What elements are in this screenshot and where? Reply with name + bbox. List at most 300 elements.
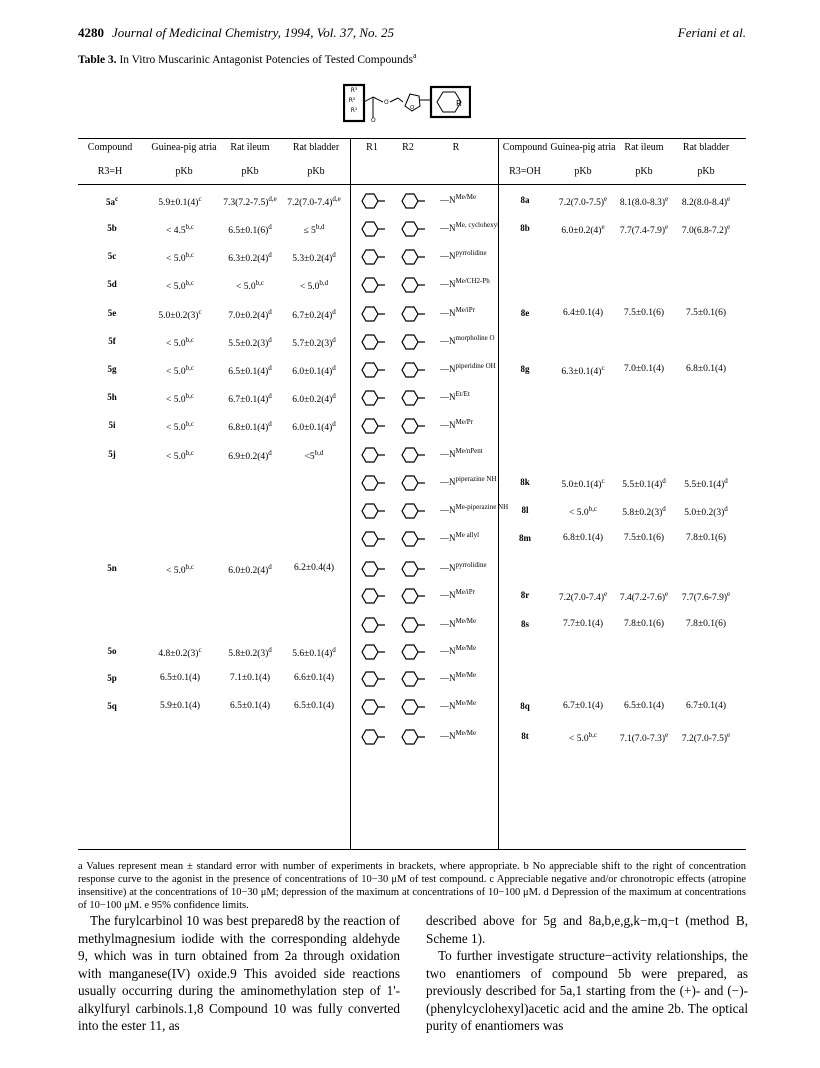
bladder-pkb-note: b,d bbox=[319, 279, 329, 287]
atria-pkb-oh-note: b,c bbox=[588, 505, 597, 513]
bladder-pkb-note: b,d bbox=[314, 449, 324, 457]
r-group-nitrogen: —N bbox=[440, 477, 456, 487]
r2-ring-icon bbox=[398, 728, 426, 746]
atria-pkb-note: c bbox=[198, 646, 202, 654]
ileum-pkb-note: d bbox=[268, 336, 272, 344]
bladder-pkb: < $5.0^{b,d}$ bbox=[299, 279, 329, 293]
r-group-nitrogen: —N bbox=[440, 251, 456, 261]
table-divider-right bbox=[498, 138, 499, 850]
r1-ring-icon bbox=[358, 417, 386, 435]
r2-ring-icon bbox=[398, 643, 426, 661]
r-group-nitrogen: —N bbox=[440, 364, 456, 374]
r-group-nitrogen: —N bbox=[440, 563, 456, 573]
r-group-substituents: pyrrolidine bbox=[455, 561, 487, 569]
svg-text:R²: R² bbox=[348, 97, 356, 104]
r-group-nitrogen: —N bbox=[440, 619, 456, 629]
r-group-amine bbox=[440, 531, 479, 543]
bladder-pkb-oh: 6.8±0.1(4) bbox=[685, 364, 727, 374]
bladder-pkb: $5.7\pm 0.2(3)^d$ bbox=[292, 336, 336, 350]
ileum-pkb: $7.3(7.2-7.5)^{d,e}$ bbox=[223, 195, 277, 209]
bladder-pkb-note: d bbox=[332, 336, 336, 344]
column-subheader-pkb1: pKb bbox=[175, 166, 193, 177]
r1-ring-icon bbox=[358, 192, 386, 210]
compound-id: 5d bbox=[107, 279, 117, 289]
r-group-amine bbox=[440, 306, 475, 318]
table-divider-left bbox=[350, 138, 351, 850]
table-top-rule bbox=[78, 138, 746, 139]
bladder-pkb: $6.0\pm 0.1(4)^d$ bbox=[292, 364, 336, 378]
r-group-substituents: Et/Et bbox=[455, 390, 470, 398]
atria-pkb-note: b,c bbox=[185, 449, 194, 457]
bladder-pkb-note: d bbox=[332, 251, 336, 259]
compound-id: 5n bbox=[107, 563, 117, 573]
r-group-nitrogen: —N bbox=[440, 223, 456, 233]
bladder-pkb-note: d bbox=[332, 308, 336, 316]
ileum-pkb: $6.7\pm 0.1(4)^d$ bbox=[228, 392, 272, 406]
ileum-pkb-oh: 7.5±0.1(6) bbox=[623, 533, 665, 543]
ileum-pkb-oh: 6.5±0.1(4) bbox=[623, 701, 665, 711]
r-group-amine bbox=[440, 644, 476, 656]
r-group-nitrogen: —N bbox=[440, 420, 456, 430]
r-group-nitrogen: —N bbox=[440, 590, 456, 600]
r-group-amine bbox=[440, 588, 475, 600]
r2-ring-icon bbox=[398, 474, 426, 492]
column-header-r2: R2 bbox=[402, 142, 414, 153]
column-subheader-pkb6: pKb bbox=[697, 166, 715, 177]
r-group-nitrogen: —N bbox=[440, 195, 456, 205]
r-group-nitrogen: —N bbox=[440, 308, 456, 318]
r1-ring-icon bbox=[358, 670, 386, 688]
r-group-substituents: pyrrolidine bbox=[455, 249, 487, 257]
bladder-pkb-oh-note: e bbox=[727, 223, 731, 231]
compound-id: 5p bbox=[107, 673, 117, 683]
column-subheader-pkb3: pKb bbox=[307, 166, 325, 177]
r-group-nitrogen: —N bbox=[440, 701, 456, 711]
ileum-pkb-note: d bbox=[268, 392, 272, 400]
r1-ring-icon bbox=[358, 248, 386, 266]
ileum-pkb-oh-note: d bbox=[662, 505, 666, 513]
r-group-nitrogen: —N bbox=[440, 336, 456, 346]
atria-pkb-oh: $5.0\pm 0.1(4)^c$ bbox=[561, 477, 605, 491]
r2-ring-icon bbox=[398, 560, 426, 578]
running-header bbox=[78, 25, 394, 41]
compound-id: 5f bbox=[108, 336, 116, 346]
column-header-bladder: Rat bladder bbox=[292, 142, 340, 153]
r-group-amine bbox=[440, 390, 470, 402]
r-group-amine bbox=[440, 249, 487, 261]
r1-ring-icon bbox=[358, 502, 386, 520]
atria-pkb: < $5.0^{b,c}$ bbox=[166, 449, 194, 463]
r-group-substituents: Me/Me bbox=[455, 699, 477, 707]
compound-id-oh: 8k bbox=[520, 477, 530, 487]
r2-ring-icon bbox=[398, 446, 426, 464]
ileum-pkb-oh: 7.8±0.1(6) bbox=[623, 619, 665, 629]
general-structure-diagram bbox=[343, 82, 471, 124]
ileum-pkb-note: d bbox=[268, 449, 272, 457]
r-group-substituents: Me-piperazine NH bbox=[455, 503, 509, 511]
svg-text:R: R bbox=[456, 99, 462, 108]
ileum-pkb-oh: $7.7(7.4-7.9)^e$ bbox=[619, 223, 669, 237]
ileum-pkb-oh-note: e bbox=[665, 590, 669, 598]
column-header-atria: Guinea-pig atria bbox=[151, 142, 217, 153]
ileum-pkb: 7.1±0.1(4) bbox=[229, 673, 271, 683]
r-group-amine bbox=[440, 699, 476, 711]
r-group-amine bbox=[440, 617, 476, 629]
r-group-amine bbox=[440, 671, 476, 683]
compound-id-oh: 8r bbox=[520, 590, 530, 600]
r-group-substituents: Me/Me bbox=[455, 671, 477, 679]
r-group-substituents: piperazine NH bbox=[455, 475, 497, 483]
r2-ring-icon bbox=[398, 192, 426, 210]
r-group-substituents: Me allyl bbox=[455, 531, 480, 539]
atria-pkb-note: b,c bbox=[185, 251, 194, 259]
r1-ring-icon bbox=[358, 389, 386, 407]
atria-pkb-oh-note: e bbox=[604, 590, 608, 598]
atria-pkb-oh: $6.3\pm 0.1(4)^c$ bbox=[561, 364, 605, 378]
ileum-pkb-note: b,c bbox=[255, 279, 264, 287]
compound-id: 5h bbox=[107, 392, 117, 402]
r-group-substituents: Me/iPr bbox=[455, 306, 475, 314]
compound-id-note: c bbox=[114, 195, 119, 203]
r-group-substituents: Me/CH2-Ph bbox=[455, 277, 490, 285]
bladder-pkb-oh: 7.5±0.1(6) bbox=[685, 308, 727, 318]
atria-pkb: < $5.0^{b,c}$ bbox=[166, 279, 194, 293]
ileum-pkb-note: d bbox=[268, 420, 272, 428]
r-group-amine bbox=[440, 503, 508, 515]
ileum-pkb-oh-note: d bbox=[662, 477, 666, 485]
ileum-pkb-note: d bbox=[268, 308, 272, 316]
r-group-substituents: Me/iPr bbox=[455, 588, 475, 596]
ileum-pkb-note: d bbox=[268, 364, 272, 372]
bladder-pkb-note: d bbox=[332, 392, 336, 400]
r-group-amine bbox=[440, 193, 476, 205]
ileum-pkb-oh-note: e bbox=[665, 731, 669, 739]
bladder-pkb-oh-note: d bbox=[724, 477, 728, 485]
compound-id-oh: 8q bbox=[520, 701, 530, 711]
atria-pkb-oh: $7.2(7.0-7.4)^e$ bbox=[558, 590, 608, 604]
r2-ring-icon bbox=[398, 616, 426, 634]
r-group-nitrogen: —N bbox=[440, 449, 456, 459]
ileum-pkb: $6.3\pm 0.2(4)^d$ bbox=[228, 251, 272, 265]
atria-pkb-oh-note: e bbox=[604, 195, 608, 203]
body-paragraph: To further investigate structure−activity relationships, the two enantiomers of compound 5b were prepared, as previously described for 5a,1 starting from the (+)- and (−)-(phenylcyclohexyl)acetic acid and the amine 2b. The optical purity of enantiomers was bbox=[426, 948, 748, 1033]
r1-ring-icon bbox=[358, 560, 386, 578]
column-header-ileum: Rat ileum bbox=[230, 142, 270, 153]
r-group-amine bbox=[440, 418, 473, 430]
bladder-pkb: $6.0\pm 0.1(4)^d$ bbox=[292, 420, 336, 434]
compound-id: 5e bbox=[107, 308, 117, 318]
r2-ring-icon bbox=[398, 276, 426, 294]
r-group-nitrogen: —N bbox=[440, 731, 456, 741]
atria-pkb-note: b,c bbox=[185, 563, 194, 571]
ileum-pkb-note: d bbox=[268, 251, 272, 259]
ileum-pkb-oh: $7.4(7.2-7.6)^e$ bbox=[619, 590, 669, 604]
table-caption bbox=[78, 51, 417, 66]
atria-pkb: < $5.0^{b,c}$ bbox=[166, 392, 194, 406]
r-group-amine bbox=[440, 362, 496, 374]
r-group-amine bbox=[440, 334, 495, 346]
r2-ring-icon bbox=[398, 361, 426, 379]
atria-pkb: < $5.0^{b,c}$ bbox=[166, 364, 194, 378]
atria-pkb-oh-note: c bbox=[601, 477, 605, 485]
bladder-pkb-note: d bbox=[332, 646, 336, 654]
atria-pkb: < $5.0^{b,c}$ bbox=[166, 563, 194, 577]
ileum-pkb: $7.0\pm 0.2(4)^d$ bbox=[228, 308, 272, 322]
r-group-amine bbox=[440, 277, 490, 289]
bladder-pkb-oh-note: e bbox=[727, 195, 731, 203]
r1-ring-icon bbox=[358, 643, 386, 661]
r-group-substituents: Me/Me bbox=[455, 644, 477, 652]
compound-id-oh: 8s bbox=[520, 619, 530, 629]
column-subheader-pkb5: pKb bbox=[635, 166, 653, 177]
r-group-nitrogen: —N bbox=[440, 392, 456, 402]
page-number: 4280 bbox=[78, 25, 104, 40]
r-group-amine bbox=[440, 447, 483, 459]
atria-pkb: $5.9\pm 0.1(4)^c$ bbox=[158, 195, 202, 209]
compound-id-oh: 8m bbox=[519, 533, 531, 543]
r1-ring-icon bbox=[358, 698, 386, 716]
ileum-pkb: $6.5\pm 0.1(6)^d$ bbox=[228, 223, 272, 237]
atria-pkb-note: c bbox=[198, 195, 202, 203]
r-group-substituents: Me/Me bbox=[455, 193, 477, 201]
r-group-nitrogen: —N bbox=[440, 646, 456, 656]
ileum-pkb: $5.8\pm 0.2(3)^d$ bbox=[228, 646, 272, 660]
ileum-pkb-oh-note: e bbox=[665, 223, 669, 231]
r-group-substituents: Me/Me bbox=[455, 617, 477, 625]
atria-pkb-note: b,c bbox=[185, 223, 194, 231]
ileum-pkb-oh-note: e bbox=[665, 195, 669, 203]
bladder-pkb-oh-note: d bbox=[724, 505, 728, 513]
ileum-pkb: < $5.0^{b,c}$ bbox=[236, 279, 264, 293]
bladder-pkb-oh: $5.0\pm 0.2(3)^d$ bbox=[684, 505, 728, 519]
r-group-substituents: Me/Pr bbox=[455, 418, 473, 426]
atria-pkb: $4.8\pm 0.2(3)^c$ bbox=[158, 646, 202, 660]
r-group-nitrogen: —N bbox=[440, 505, 456, 515]
ileum-pkb-note: d bbox=[268, 223, 272, 231]
body-text-left-column: The furylcarbinol 10 was best prepared8 by the reaction of methylmagnesium iodide with the corresponding aldehyde 9, which was in turn obtained from 2a through oxidation with manganese(IV) oxide.9 This avoided side reactions usually occurring during the aminomethylation step of 1'-alkylfuryl carbinols.1,8 Compound 10 was fully converted into the ester 11, as bbox=[78, 913, 400, 1033]
table-footnote: a Values represent mean ± standard error with number of experiments in brackets, where appropriate. b No appreciable shift to the right of concentration response curve to the agonist in the presence of concentrations of 10−30 μM of test compound. c Appreciable negative and/or chronotropic effects (atropine insensitive) at the concentrations of 10−30 μM; depression of the maximum at concentrations of 10−100 μM. d Depression of the maximum at concentrations of 10−100 μM. e 95% confidence limits. bbox=[78, 861, 746, 911]
compound-id: 5c bbox=[107, 251, 117, 261]
r2-ring-icon bbox=[398, 305, 426, 323]
bladder-pkb: $6.7\pm 0.2(4)^d$ bbox=[292, 308, 336, 322]
ileum-pkb: 6.5±0.1(4) bbox=[229, 701, 271, 711]
bladder-pkb-oh: $7.7(7.6-7.9)^e$ bbox=[681, 590, 731, 604]
atria-pkb: < $4.5^{b,c}$ bbox=[166, 223, 194, 237]
r2-ring-icon bbox=[398, 220, 426, 238]
compound-id: 5j bbox=[108, 449, 116, 459]
bladder-pkb-note: d bbox=[332, 364, 336, 372]
ileum-pkb-note: d bbox=[268, 563, 272, 571]
atria-pkb-oh: $7.2(7.0-7.5)^e$ bbox=[558, 195, 608, 209]
column-subheader-r3oh: R3=OH bbox=[509, 166, 541, 177]
ileum-pkb-oh: $7.1(7.0-7.3)^e$ bbox=[619, 731, 669, 745]
r1-ring-icon bbox=[358, 305, 386, 323]
r-group-substituents: Me/Me bbox=[455, 729, 477, 737]
bladder-pkb: 6.6±0.1(4) bbox=[293, 673, 335, 683]
ileum-pkb-note: d,e bbox=[268, 195, 277, 203]
compound-id: 5b bbox=[107, 223, 117, 233]
table-title-note: a bbox=[412, 51, 417, 60]
compound-id-oh: 8t bbox=[521, 731, 529, 741]
ileum-pkb-oh: $5.5\pm 0.1(4)^d$ bbox=[622, 477, 666, 491]
bladder-pkb: $6.0\pm 0.2(4)^d$ bbox=[292, 392, 336, 406]
r1-ring-icon bbox=[358, 474, 386, 492]
r1-ring-icon bbox=[358, 530, 386, 548]
ileum-pkb: $6.8\pm 0.1(4)^d$ bbox=[228, 420, 272, 434]
atria-pkb-oh: < $5.0^{b,c}$ bbox=[569, 505, 597, 519]
r2-ring-icon bbox=[398, 417, 426, 435]
compound-id: 5o bbox=[107, 646, 117, 656]
ileum-pkb: $6.5\pm 0.1(4)^d$ bbox=[228, 364, 272, 378]
ileum-pkb: $5.5\pm 0.2(3)^d$ bbox=[228, 336, 272, 350]
ileum-pkb-oh: 7.5±0.1(6) bbox=[623, 308, 665, 318]
r-group-amine bbox=[440, 729, 476, 741]
compound-id-oh: 8l bbox=[521, 505, 529, 515]
bladder-pkb-oh-note: e bbox=[727, 731, 731, 739]
r-group-amine bbox=[440, 561, 487, 573]
bladder-pkb: $5.6\pm 0.1(4)^d$ bbox=[292, 646, 336, 660]
svg-text:O: O bbox=[371, 117, 376, 124]
svg-text:O: O bbox=[410, 105, 415, 111]
r2-ring-icon bbox=[398, 587, 426, 605]
r-group-substituents: piperidine OH bbox=[455, 362, 496, 370]
bladder-pkb-note: b,d bbox=[315, 223, 325, 231]
atria-pkb-note: b,c bbox=[185, 336, 194, 344]
r2-ring-icon bbox=[398, 502, 426, 520]
r1-ring-icon bbox=[358, 276, 386, 294]
bladder-pkb-oh: $7.0(6.8-7.2)^e$ bbox=[681, 223, 731, 237]
atria-pkb-oh-note: b,c bbox=[588, 731, 597, 739]
atria-pkb-oh-note: c bbox=[601, 364, 605, 372]
compound-id: $5a^c$ bbox=[105, 195, 119, 207]
r2-ring-icon bbox=[398, 670, 426, 688]
table-header-rule bbox=[78, 184, 746, 185]
column-subheader-pkb2: pKb bbox=[241, 166, 259, 177]
r-group-substituents: Me/nPent bbox=[455, 447, 483, 455]
atria-pkb-oh: 7.7±0.1(4) bbox=[562, 619, 604, 629]
atria-pkb: < $5.0^{b,c}$ bbox=[166, 336, 194, 350]
bladder-pkb-oh: 6.7±0.1(4) bbox=[685, 701, 727, 711]
ileum-pkb-note: d bbox=[268, 646, 272, 654]
atria-pkb-oh: < $5.0^{b,c}$ bbox=[569, 731, 597, 745]
bladder-pkb-oh: $5.5\pm 0.1(4)^d$ bbox=[684, 477, 728, 491]
bladder-pkb: ≤ $5^{b,d}$ bbox=[303, 223, 325, 237]
atria-pkb: < $5.0^{b,c}$ bbox=[166, 251, 194, 265]
svg-text:O: O bbox=[384, 99, 389, 106]
atria-pkb-note: c bbox=[198, 308, 202, 316]
atria-pkb: 5.9±0.1(4) bbox=[159, 701, 201, 711]
atria-pkb: < $5.0^{b,c}$ bbox=[166, 420, 194, 434]
r-group-substituents: morpholine O bbox=[455, 334, 495, 342]
compound-id: 5i bbox=[108, 420, 116, 430]
ileum-pkb: $6.9\pm 0.2(4)^d$ bbox=[228, 449, 272, 463]
column-header-bladder2: Rat bladder bbox=[682, 142, 730, 153]
r1-ring-icon bbox=[358, 616, 386, 634]
r-group-nitrogen: —N bbox=[440, 279, 456, 289]
r-group-amine bbox=[440, 221, 499, 233]
bladder-pkb-oh: 7.8±0.1(6) bbox=[685, 619, 727, 629]
compound-id-oh: 8a bbox=[520, 195, 530, 205]
atria-pkb-oh: 6.7±0.1(4) bbox=[562, 701, 604, 711]
atria-pkb-note: b,c bbox=[185, 420, 194, 428]
bladder-pkb-oh: $7.2(7.0-7.5)^e$ bbox=[681, 731, 731, 745]
table-label: Table 3. bbox=[78, 53, 117, 66]
bladder-pkb-oh: 7.8±0.1(6) bbox=[685, 533, 727, 543]
bladder-pkb-oh: $8.2(8.0-8.4)^e$ bbox=[681, 195, 731, 209]
ileum-pkb-oh: $8.1(8.0-8.3)^e$ bbox=[619, 195, 669, 209]
r1-ring-icon bbox=[358, 728, 386, 746]
r2-ring-icon bbox=[398, 698, 426, 716]
bladder-pkb-oh-note: e bbox=[727, 590, 731, 598]
ileum-pkb-oh: 7.0±0.1(4) bbox=[623, 364, 665, 374]
atria-pkb-note: b,c bbox=[185, 392, 194, 400]
column-subheader-r3h: R3=H bbox=[97, 166, 123, 177]
r-group-amine bbox=[440, 475, 497, 487]
column-header-atria2: Guinea-pig atria bbox=[550, 142, 616, 153]
atria-pkb: $5.0\pm 0.2(3)^c$ bbox=[158, 308, 202, 322]
body-text-right-column bbox=[426, 912, 748, 1035]
r1-ring-icon bbox=[358, 333, 386, 351]
r1-ring-icon bbox=[358, 220, 386, 238]
table-title: In Vitro Muscarinic Antagonist Potencies of Tested Compounds bbox=[119, 53, 413, 66]
bladder-pkb-note: d,e bbox=[332, 195, 341, 203]
r2-ring-icon bbox=[398, 389, 426, 407]
compound-id: 5g bbox=[107, 364, 117, 374]
r-group-substituents: Me, cyclohexyl bbox=[455, 221, 500, 229]
r2-ring-icon bbox=[398, 248, 426, 266]
r-group-nitrogen: —N bbox=[440, 673, 456, 683]
atria-pkb-oh-note: e bbox=[601, 223, 605, 231]
bladder-pkb: $5.3\pm 0.2(4)^d$ bbox=[292, 251, 336, 265]
r1-ring-icon bbox=[358, 446, 386, 464]
compound-id-oh: 8b bbox=[520, 223, 530, 233]
bladder-pkb-note: d bbox=[332, 420, 336, 428]
bladder-pkb: $<5^{b,d}$ bbox=[304, 449, 324, 463]
column-header-compound2: Compound bbox=[502, 142, 548, 153]
ileum-pkb-oh: $5.8\pm 0.2(3)^d$ bbox=[622, 505, 666, 519]
bladder-pkb: 6.2±0.4(4) bbox=[293, 563, 335, 573]
column-header-r1: R1 bbox=[366, 142, 378, 153]
column-header-r: R bbox=[452, 142, 460, 153]
r-group-nitrogen: —N bbox=[440, 533, 456, 543]
atria-pkb-note: b,c bbox=[185, 364, 194, 372]
compound-id-oh: 8e bbox=[520, 308, 530, 318]
r1-ring-icon bbox=[358, 587, 386, 605]
r2-ring-icon bbox=[398, 333, 426, 351]
svg-text:R¹: R¹ bbox=[350, 107, 358, 114]
compound-id-oh: 8g bbox=[520, 364, 530, 374]
bladder-pkb: $7.2(7.0-7.4)^{d,e}$ bbox=[287, 195, 341, 209]
muscarinic-potency-table bbox=[78, 138, 746, 850]
atria-pkb-note: b,c bbox=[185, 279, 194, 287]
atria-pkb-oh: $6.0\pm 0.2(4)^e$ bbox=[561, 223, 605, 237]
compound-id: 5q bbox=[107, 701, 117, 711]
column-subheader-pkb4: pKb bbox=[574, 166, 592, 177]
atria-pkb-oh: 6.8±0.1(4) bbox=[562, 533, 604, 543]
atria-pkb: 6.5±0.1(4) bbox=[159, 673, 201, 683]
body-paragraph: described above for 5g and 8a,b,e,g,k−m,q−t (method B, Scheme 1). bbox=[426, 913, 748, 946]
svg-text:R³: R³ bbox=[350, 87, 358, 94]
column-header-ileum2: Rat ileum bbox=[624, 142, 664, 153]
table-bottom-rule bbox=[78, 849, 746, 850]
ileum-pkb: $6.0\pm 0.2(4)^d$ bbox=[228, 563, 272, 577]
r1-ring-icon bbox=[358, 361, 386, 379]
running-authors: Feriani et al. bbox=[677, 25, 746, 40]
r2-ring-icon bbox=[398, 530, 426, 548]
journal-citation: Journal of Medicinal Chemistry, 1994, Vol. 37, No. 25 bbox=[112, 25, 395, 40]
atria-pkb-oh: 6.4±0.1(4) bbox=[562, 308, 604, 318]
column-header-compound: Compound bbox=[87, 142, 133, 153]
